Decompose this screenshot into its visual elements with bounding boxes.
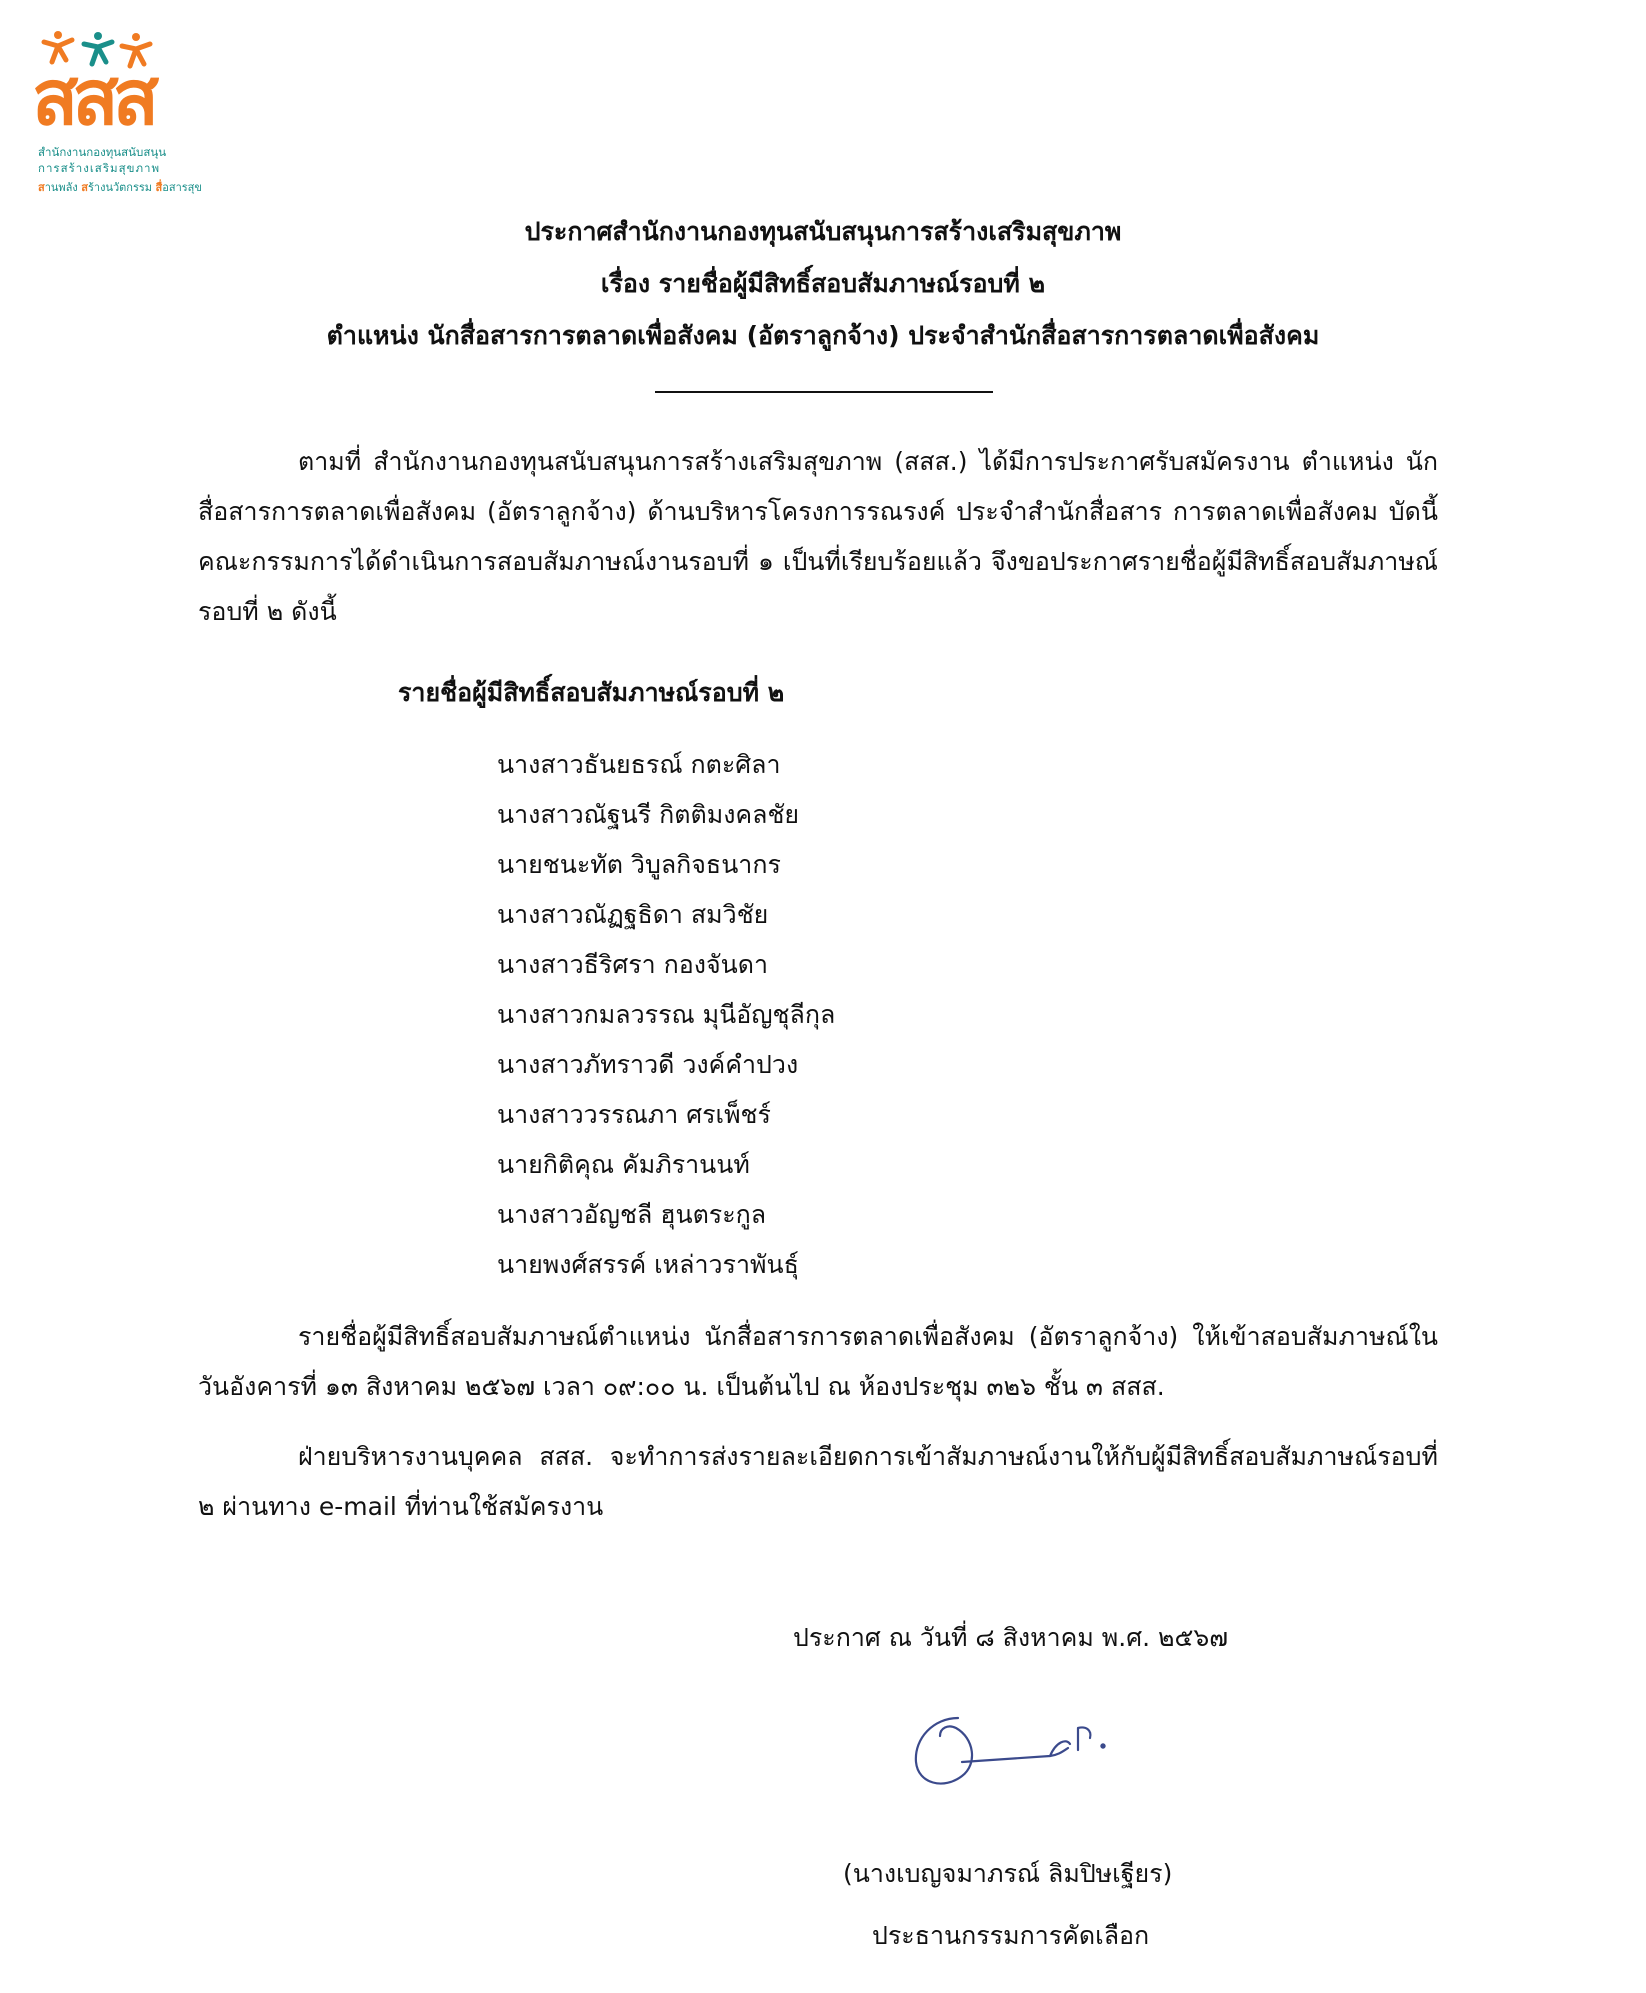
announcement-date: ประกาศ ณ วันที่ ๘ สิงหาคม พ.ศ. ๒๕๖๗: [793, 1623, 1229, 1652]
announcement-subject: เรื่อง รายชื่อผู้มีสิทธิ์สอบสัมภาษณ์รอบที่ ๒: [600, 269, 1046, 298]
candidate-list-heading: รายชื่อผู้มีสิทธิ์สอบสัมภาษณ์รอบที่ ๒: [398, 678, 785, 707]
signer-role: ประธานกรรมการคัดเลือก: [872, 1921, 1150, 1950]
candidate-name: นายชนะทัต วิบูลกิจธนากร: [497, 850, 781, 879]
candidate-name: นางสาวณัฐนรี กิตติมงคลชัย: [497, 800, 800, 829]
schedule-paragraph: รายชื่อผู้มีสิทธิ์สอบสัมภาษณ์ตำแหน่ง นักสื่อสารการตลาดเพื่อสังคม (อัตราลูกจ้าง) ให้เข้าสอบสัมภาษณ์ในวันอังคารที่ ๑๓ สิงหาคม ๒๕๖๗ เวลา ๐๙:๐๐ น. เป็นต้นไป ณ ห้องประชุม ๓๒๖ ชั้น ๓ สสส.: [198, 1322, 1438, 1401]
logo-org-line-1: สำนักงานกองทุนสนับสนุน: [38, 145, 167, 159]
candidate-name: นางสาวธีริศรา กองจันดา: [497, 950, 769, 979]
title-divider: [655, 391, 993, 393]
handwritten-signature: [900, 1698, 1140, 1798]
notice-paragraph: ฝ่ายบริหารงานบุคคล สสส. จะทำการส่งรายละเอียดการเข้าสัมภาษณ์งานให้กับผู้มีสิทธิ์สอบสัมภาษณ์รอบที่ ๒ ผ่านทาง e-mail ที่ท่านใช้สมัครงาน: [198, 1442, 1438, 1521]
candidate-name: นางสาวกมลวรรณ มุนีอัญชุลีกุล: [497, 1000, 836, 1029]
announcement-position: ตำแหน่ง นักสื่อสารการตลาดเพื่อสังคม (อัตราลูกจ้าง) ประจำสำนักสื่อสารการตลาดเพื่อสังคม: [326, 321, 1320, 350]
signer-name: (นางเบญจมาภรณ์ ลิมปิษเฐียร): [843, 1859, 1173, 1888]
intro-paragraph: ตามที่ สำนักงานกองทุนสนับสนุนการสร้างเสริมสุขภาพ (สสส.) ได้มีการประกาศรับสมัครงาน ตำแหน่ง นักสื่อสารการตลาดเพื่อสังคม (อัตราลูกจ้าง) ด้านบริหารโครงการรณรงค์ ประจำสำนักสื่อสาร การตลาดเพื่อสังคม บัดนี้คณะกรรมการได้ดำเนินการสอบสัมภาษณ์งานรอบที่ ๑ เป็นที่เรียบร้อยแล้ว จึงขอประกาศรายชื่อผู้มีสิทธิ์สอบสัมภาษณ์รอบที่ ๒ ดังนี้: [198, 447, 1438, 626]
candidate-name: นายกิติคุณ คัมภิรานนท์: [497, 1150, 750, 1179]
logo-tagline: สานพลัง สร้างนวัตกรรม สื่อสารสุข: [38, 181, 202, 194]
candidate-list: [497, 740, 835, 1290]
candidate-name: นางสาวธันยธรณ์ กตะศิลา: [497, 750, 781, 779]
candidate-name: นางสาวณัฏฐธิดา สมวิชัย: [497, 900, 769, 929]
logo-org-line-2: การสร้างเสริมสุขภาพ: [38, 161, 161, 175]
candidate-name: นางสาวอัญชลี ฮุนตระกูล: [497, 1200, 767, 1229]
logo-wordmark: สสส: [32, 53, 154, 142]
candidate-name: นายพงศ์สรรค์ เหล่าวราพันธุ์: [497, 1250, 799, 1279]
thaihealth-logo: [24, 28, 224, 203]
candidate-name: นางสาววรรณภา ศรเพ็ชร์: [497, 1100, 771, 1129]
announcement-title: ประกาศสำนักงานกองทุนสนับสนุนการสร้างเสริมสุขภาพ: [524, 217, 1122, 246]
candidate-name: นางสาวภัทราวดี วงค์คำปวง: [497, 1050, 799, 1079]
